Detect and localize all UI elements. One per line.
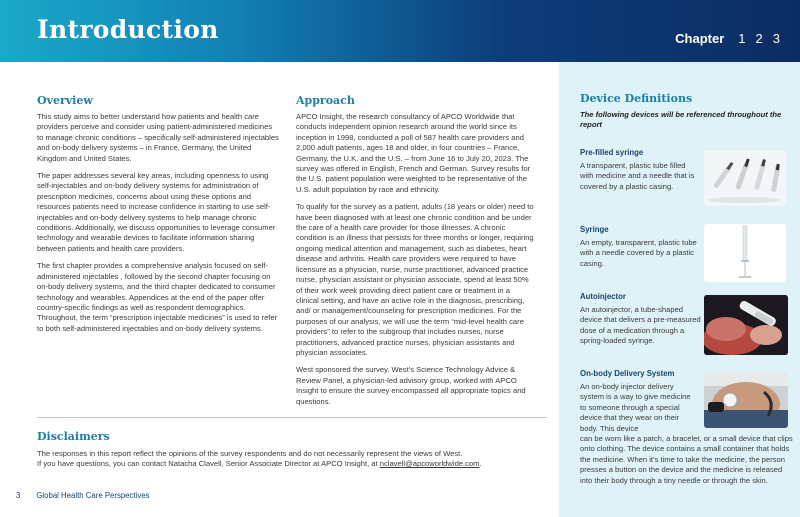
- chapter-nav: [675, 31, 780, 46]
- chapter-label: Chapter: [675, 31, 725, 46]
- syringe-image: [704, 224, 786, 282]
- chapter-link-3[interactable]: 3: [772, 31, 780, 46]
- on-body-delivery-image: [704, 372, 788, 428]
- approach-paragraph: APCO Insight, the research consultancy of APCO Worldwide that conducts independent opinion research around the world since its inception in 1998, conducted a poll of 587 health care providers and 2,000 adult patients, ages 18 and older, in four countries – France, Germany, the U.K. and the U.S. – from June 16 to July 20, 2023. The survey was offered in English, French and German. Survey results for the U.S. patient population were weighted to be representative of the U.S. adult population by race and ethnicity.: [296, 112, 531, 194]
- page-number: 3: [16, 491, 21, 500]
- definition-text: An empty, transparent, plastic tube with a needle covered by a plastic casing.: [580, 238, 697, 268]
- definitions-heading: Device Definitions: [580, 92, 693, 105]
- footer-title: Global Health Care Perspectives: [36, 491, 150, 500]
- page-footer: [16, 491, 149, 500]
- disclaimers-section: [37, 430, 552, 477]
- definition-prefilled-syringe: [580, 148, 700, 192]
- disclaimer-text: The responses in this report reflect the opinions of the survey respondents and do not necessarily represent the views of West.: [37, 449, 463, 458]
- device-definitions-panel: [559, 62, 800, 517]
- autoinjector-image: [704, 295, 788, 355]
- disclaimer-contact-text: If you have questions, you can contact Natacha Clavell, Senior Associate Director at APCO Insight, at: [37, 459, 380, 469]
- definition-autoinjector: [580, 292, 702, 347]
- definition-text: An on-body injector delivery system is a way to give medicine to someone through a special device that they wear on their body. This device: [580, 382, 691, 433]
- chapter-link-2[interactable]: 2: [755, 31, 763, 46]
- approach-section: [296, 94, 534, 414]
- overview-paragraph: The paper addresses several key areas, including openness to using self-injectables and on-body delivery systems for administration of prescription medicines, concerns about using these options and resources patients need to increase confidence in starting to use self-injectables and on-body delivery systems to help manage chronic conditions. Additionally, we discuss opportunities to leverage consumer technology and wearable devices to facilitate information sharing between patients and health care providers.: [37, 171, 276, 253]
- autoinjector-illustration: [704, 295, 788, 355]
- prefilled-syringe-illustration: [704, 150, 786, 206]
- approach-heading: Approach: [296, 94, 355, 107]
- contact-email-link[interactable]: nclavell@apcoworldwide.com: [379, 459, 480, 469]
- page-title: Introduction: [37, 15, 219, 44]
- definition-text-continued: can be worn like a patch, a bracelet, or a small device that clips onto clothing. The device contains a small container that holds the medicine. When it’s time to take the medicine, the person presses a button on the device and the medicine is released into their body through a tiny needle or through the skin.: [580, 434, 793, 485]
- definition-text: An autoinjector, a tube-shaped device that delivers a pre-measured dose of a medication through a spring-loaded syringe.: [580, 305, 701, 346]
- definition-text: A transparent, plastic tube filled with medicine and a needle that is covered by a plastic casing.: [580, 161, 695, 191]
- overview-paragraph: This study aims to better understand how patients and health care providers perceive and consider using patient-administered medicines to manage chronic conditions – specifically self-administered injectables and on-body delivery systems – in France, Germany, the United Kingdom and United States.: [37, 112, 279, 163]
- definitions-intro: The following devices will be referenced throughout the report: [580, 110, 782, 129]
- approach-paragraph: West sponsored the survey. West’s Science Technology Advice & Review Panel, a physician-led advisory group, worked with APCO Insight to ensure the survey encompassed all appropriate topics and questions.: [296, 365, 526, 406]
- on-body-delivery-illustration: [704, 372, 788, 428]
- overview-paragraph: The first chapter provides a comprehensive analysis focused on self-administered injectables , followed by the second chapter focusing on on-body delivery systems, and the third chapter dedicated to consumer technology and wearables. Appendices at the end of the paper offer country-specific findings as well as respondent demographics. Throughout, the term “prescription injectable medicines” is used to refer to both self-administered injectables and on-body delivery systems.: [37, 261, 278, 333]
- definition-title: Pre-filled syringe: [580, 148, 644, 157]
- overview-section: [37, 94, 279, 341]
- page-header: [0, 0, 800, 62]
- definition-syringe: [580, 225, 700, 269]
- disclaimer-contact: [37, 459, 552, 469]
- approach-paragraph: To qualify for the survey as a patient, adults (18 years or older) need to have been diagnosed with at least one chronic condition and be under the care of a health care provider for those illnesses. A chronic condition is an illness that persists for three months or longer, requiring ongoing medical attention and management, such as diabetes, heart disease and arthritis. Health care providers were required to have licensure as a physician, nurse, nurse practitioner, advanced practice nurse, physician assistant or physician associate, spend at least 50% of their work week providing direct patient care or treatment in a clinical setting, and have an active role in the diagnosis, prescribing, and/ or management/counseling for prescription medicines. For the purposes of our analysis, we will use the term “mid-level health care providers” to refer to the subgroup that includes nurses, nurse practitioners, advanced practice nurses, physician assistants and physician associates.: [296, 202, 534, 357]
- section-divider: [37, 417, 547, 418]
- definition-title: Autoinjector: [580, 292, 626, 301]
- disclaimers-heading: Disclaimers: [37, 430, 110, 443]
- syringe-illustration: [704, 224, 786, 282]
- disclaimer-contact-end: .: [479, 459, 482, 469]
- definition-title: Syringe: [580, 225, 609, 234]
- prefilled-syringe-image: [704, 150, 786, 206]
- chapter-link-1[interactable]: 1: [738, 31, 746, 46]
- overview-heading: Overview: [37, 94, 93, 107]
- definition-title: On-body Delivery System: [580, 369, 675, 378]
